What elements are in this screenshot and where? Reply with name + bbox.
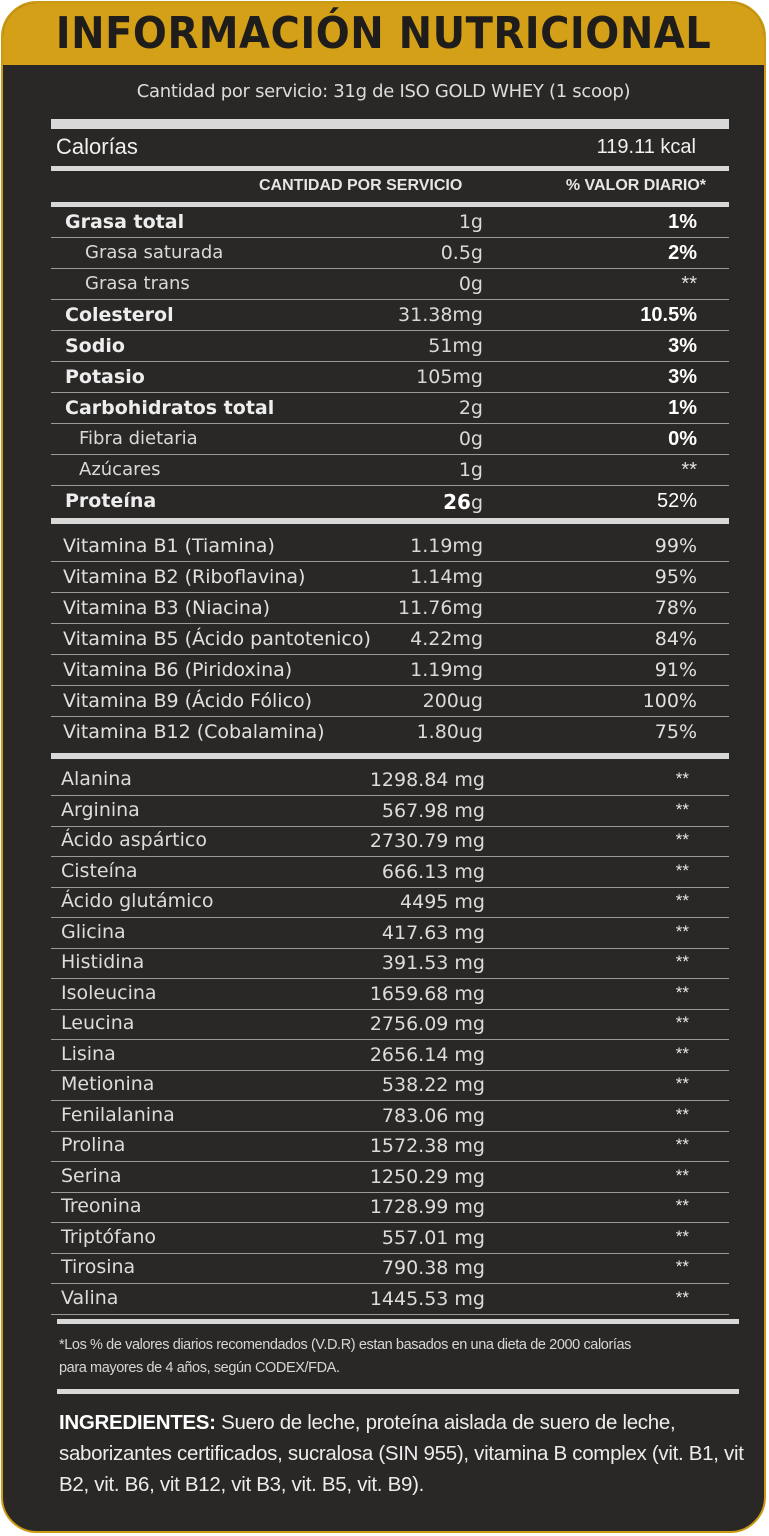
vitamin-row (51, 624, 729, 655)
nutrient-row (51, 362, 729, 393)
vitamin-daily: 95% (654, 566, 697, 588)
ingredients (59, 1407, 749, 1500)
nutrient-daily: 10.5% (640, 304, 697, 326)
amino-acid-amount: 567.98 mg (381, 800, 485, 822)
vitamin-daily: 75% (654, 721, 697, 743)
amino-acid-daily: ** (675, 1227, 689, 1246)
amino-acid-label: Prolina (61, 1134, 126, 1156)
nutrient-row (51, 331, 729, 362)
amino-acid-amount: 1445.53 mg (369, 1288, 485, 1310)
ingredients-label: INGREDIENTES: (59, 1411, 216, 1434)
nutrients-divider (51, 518, 729, 524)
nutrient-label: Grasa trans (85, 273, 190, 294)
amino-acid-row (51, 1253, 729, 1284)
nutrient-label: Potasio (65, 366, 145, 388)
nutrient-row (51, 486, 729, 516)
footnote-divider (57, 1389, 739, 1394)
vitamin-amount: 1.14mg (410, 566, 483, 588)
footnote-line-2: para mayores de 4 años, según CODEX/FDA. (59, 1360, 340, 1376)
calories-label: Calorías (56, 134, 138, 159)
amino-acid-daily: ** (675, 1135, 689, 1154)
protein-amount-unit: g (470, 492, 483, 514)
nutrient-label: Carbohidratos total (65, 397, 275, 419)
nutrient-label: Colesterol (65, 304, 174, 326)
amino-acid-label: Leucina (61, 1012, 135, 1034)
amino-acid-label: Alanina (61, 768, 132, 790)
amino-acid-daily: ** (675, 1166, 689, 1185)
amino-acid-label: Cisteína (61, 860, 138, 882)
amino-acid-row (51, 1284, 729, 1315)
vitamin-daily: 100% (642, 690, 697, 712)
nutrient-amount: 0g (458, 428, 483, 450)
nutrient-label: Fibra dietaria (79, 428, 198, 449)
amino-acid-daily: ** (675, 830, 689, 849)
calories-divider (51, 166, 729, 171)
title-banner (3, 3, 764, 65)
amino-acid-daily: ** (675, 800, 689, 819)
amino-acid-daily: ** (675, 1044, 689, 1063)
amino-acid-row (51, 826, 729, 857)
column-header-amount: CANTIDAD POR SERVICIO (259, 177, 463, 194)
amino-acid-daily: ** (675, 861, 689, 880)
amino-acid-label: Fenilalanina (61, 1104, 175, 1126)
amino-acid-daily: ** (675, 952, 689, 971)
serving-size: Cantidad por servicio: 31g de ISO GOLD WHEY (1 scoop) (136, 81, 631, 102)
vitamin-daily: 99% (654, 535, 697, 557)
amino-acid-row (51, 887, 729, 918)
nutrient-row (51, 455, 729, 486)
amino-acid-daily: ** (675, 769, 689, 788)
vitamin-amount: 1.80ug (416, 721, 483, 743)
amino-acid-label: Tirosina (61, 1256, 136, 1278)
vitamin-daily: 78% (654, 597, 697, 619)
nutrient-row (51, 300, 729, 331)
footnote-line-1: *Los % de valores diarios recomendados (V.D.R) estan basados en una dieta de 2000 calorías (59, 1337, 632, 1353)
vitamin-row (51, 686, 729, 717)
amino-acid-label: Metionina (61, 1073, 155, 1095)
amino-acid-amount: 666.13 mg (381, 861, 485, 883)
vitamin-label: Vitamina B12 (Cobalamina) (63, 721, 325, 743)
amino-acid-amount: 417.63 mg (381, 922, 485, 944)
amino-acid-label: Triptófano (61, 1226, 157, 1248)
amino-acid-row (51, 1162, 729, 1193)
nutrient-amount: 1g (458, 211, 483, 233)
vitamin-label: Vitamina B1 (Tiamina) (63, 535, 275, 557)
amino-acid-row (51, 918, 729, 949)
amino-acid-amount: 783.06 mg (381, 1105, 485, 1127)
amino-acid-label: Glicina (61, 921, 126, 943)
amino-acid-label: Lisina (61, 1043, 116, 1065)
nutrient-amount: 31.38mg (398, 304, 483, 326)
vitamin-label: Vitamina B5 (Ácido pantotenico) (63, 628, 371, 650)
nutrient-daily: 2% (668, 242, 697, 264)
amino-acid-daily: ** (675, 922, 689, 941)
nutrient-amount: 0.5g (440, 242, 483, 264)
amino-acid-amount: 1298.84 mg (369, 769, 485, 791)
amino-acid-label: Ácido aspártico (61, 829, 207, 851)
column-header-daily: % VALOR DIARIO* (565, 177, 706, 194)
amino-acid-label: Treonina (61, 1195, 142, 1217)
vitamin-row (51, 717, 729, 747)
amino-acid-amount: 1728.99 mg (369, 1196, 485, 1218)
nutrition-label-panel (1, 1, 766, 1533)
amino-acid-row (51, 1070, 729, 1101)
vitamin-label: Vitamina B6 (Piridoxina) (63, 659, 293, 681)
amino-acid-amount: 1572.38 mg (369, 1135, 485, 1157)
amino-acid-amount: 538.22 mg (381, 1074, 485, 1096)
vitamin-label: Vitamina B3 (Niacina) (63, 597, 270, 619)
amino-acid-daily: ** (675, 1196, 689, 1215)
amino-acid-amount: 4495 mg (400, 891, 485, 913)
amino-acid-amount: 2756.09 mg (369, 1013, 485, 1035)
amino-acid-label: Histidina (61, 951, 145, 973)
amino-acid-label: Serina (61, 1165, 122, 1187)
vitamin-label: Vitamina B9 (Ácido Fólico) (63, 690, 313, 712)
vitamin-amount: 1.19mg (410, 535, 483, 557)
amino-acid-daily: ** (675, 1013, 689, 1032)
vitamin-amount: 4.22mg (410, 628, 483, 650)
amino-acid-row (51, 796, 729, 827)
amino-acid-amount: 790.38 mg (381, 1257, 485, 1279)
nutrient-amount: 51mg (428, 335, 483, 357)
vitamins-divider (51, 753, 729, 759)
protein-amount-number: 26 (443, 490, 471, 514)
nutrient-amount: 105mg (416, 366, 483, 388)
amino-acid-row (51, 857, 729, 888)
amino-acid-row (51, 765, 729, 796)
vitamin-row (51, 655, 729, 686)
vitamin-label: Vitamina B2 (Riboflavina) (63, 566, 306, 588)
nutrient-label: Grasa total (65, 211, 185, 233)
amino-acid-amount: 557.01 mg (381, 1227, 485, 1249)
vitamin-amount: 11.76mg (398, 597, 483, 619)
vitamin-daily: 84% (654, 628, 697, 650)
nutrient-daily: 1% (668, 211, 697, 233)
amino-divider (57, 1319, 739, 1324)
amino-acid-daily: ** (675, 1257, 689, 1276)
amino-acid-amount: 2656.14 mg (369, 1044, 485, 1066)
nutrient-daily: 0% (668, 428, 697, 450)
amino-acid-row (51, 1101, 729, 1132)
nutrient-row (51, 269, 729, 300)
amino-acid-amount: 1659.68 mg (369, 983, 485, 1005)
nutrient-row (51, 238, 729, 269)
nutrient-amount: 1g (458, 459, 483, 481)
vitamin-daily: 91% (654, 659, 697, 681)
amino-acid-label: Isoleucina (61, 982, 157, 1004)
vitamin-row (51, 593, 729, 624)
amino-acid-daily: ** (675, 1105, 689, 1124)
nutrient-label: Sodio (65, 335, 125, 357)
nutrient-label: Grasa saturada (85, 242, 224, 263)
amino-acid-row (51, 948, 729, 979)
ingredients-text: Suero de leche, proteína aislada de suero de leche, saborizantes certificados, sucralosa (SIN 955), vitamina B complex (vit. B1, vit B2, vit. B6, vit B12, vit B3, vit. B5, vit. B9). (59, 1411, 744, 1496)
vitamin-amount: 200ug (422, 690, 483, 712)
nutrient-daily: 3% (668, 366, 697, 388)
footnote (59, 1334, 739, 1380)
amino-acid-amount: 2730.79 mg (369, 830, 485, 852)
nutrient-row (51, 393, 729, 424)
nutrient-label: Azúcares (79, 459, 161, 480)
nutrient-daily: 52% (656, 490, 697, 512)
amino-acid-amount: 391.53 mg (381, 952, 485, 974)
amino-acid-daily: ** (675, 1288, 689, 1307)
amino-acid-row (51, 979, 729, 1010)
nutrient-row (51, 207, 729, 238)
nutrient-amount (443, 490, 483, 514)
top-divider (51, 119, 729, 129)
nutrient-row (51, 424, 729, 455)
nutrient-amount: 0g (458, 273, 483, 295)
amino-acid-row (51, 1223, 729, 1254)
page-title: INFORMACIÓN NUTRICIONAL (55, 9, 712, 59)
vitamin-row (51, 562, 729, 593)
vitamin-amount: 1.19mg (410, 659, 483, 681)
amino-acid-row (51, 1192, 729, 1223)
amino-acid-label: Arginina (61, 799, 140, 821)
nutrient-daily: 1% (668, 397, 697, 419)
nutrient-daily: 3% (668, 335, 697, 357)
vitamin-row (51, 531, 729, 562)
amino-acid-row (51, 1040, 729, 1071)
amino-acid-label: Ácido glutámico (61, 890, 214, 912)
nutrient-amount: 2g (458, 397, 483, 419)
amino-acid-row (51, 1131, 729, 1162)
nutrient-daily: ** (681, 273, 697, 295)
amino-acid-daily: ** (675, 983, 689, 1002)
amino-acid-amount: 1250.29 mg (369, 1166, 485, 1188)
nutrient-label: Proteína (65, 490, 157, 512)
amino-acid-label: Valina (61, 1287, 119, 1309)
amino-acid-daily: ** (675, 1074, 689, 1093)
calories-value: 119.11 kcal (596, 136, 696, 158)
nutrient-daily: ** (681, 459, 697, 481)
amino-acid-row (51, 1009, 729, 1040)
amino-acid-daily: ** (675, 891, 689, 910)
